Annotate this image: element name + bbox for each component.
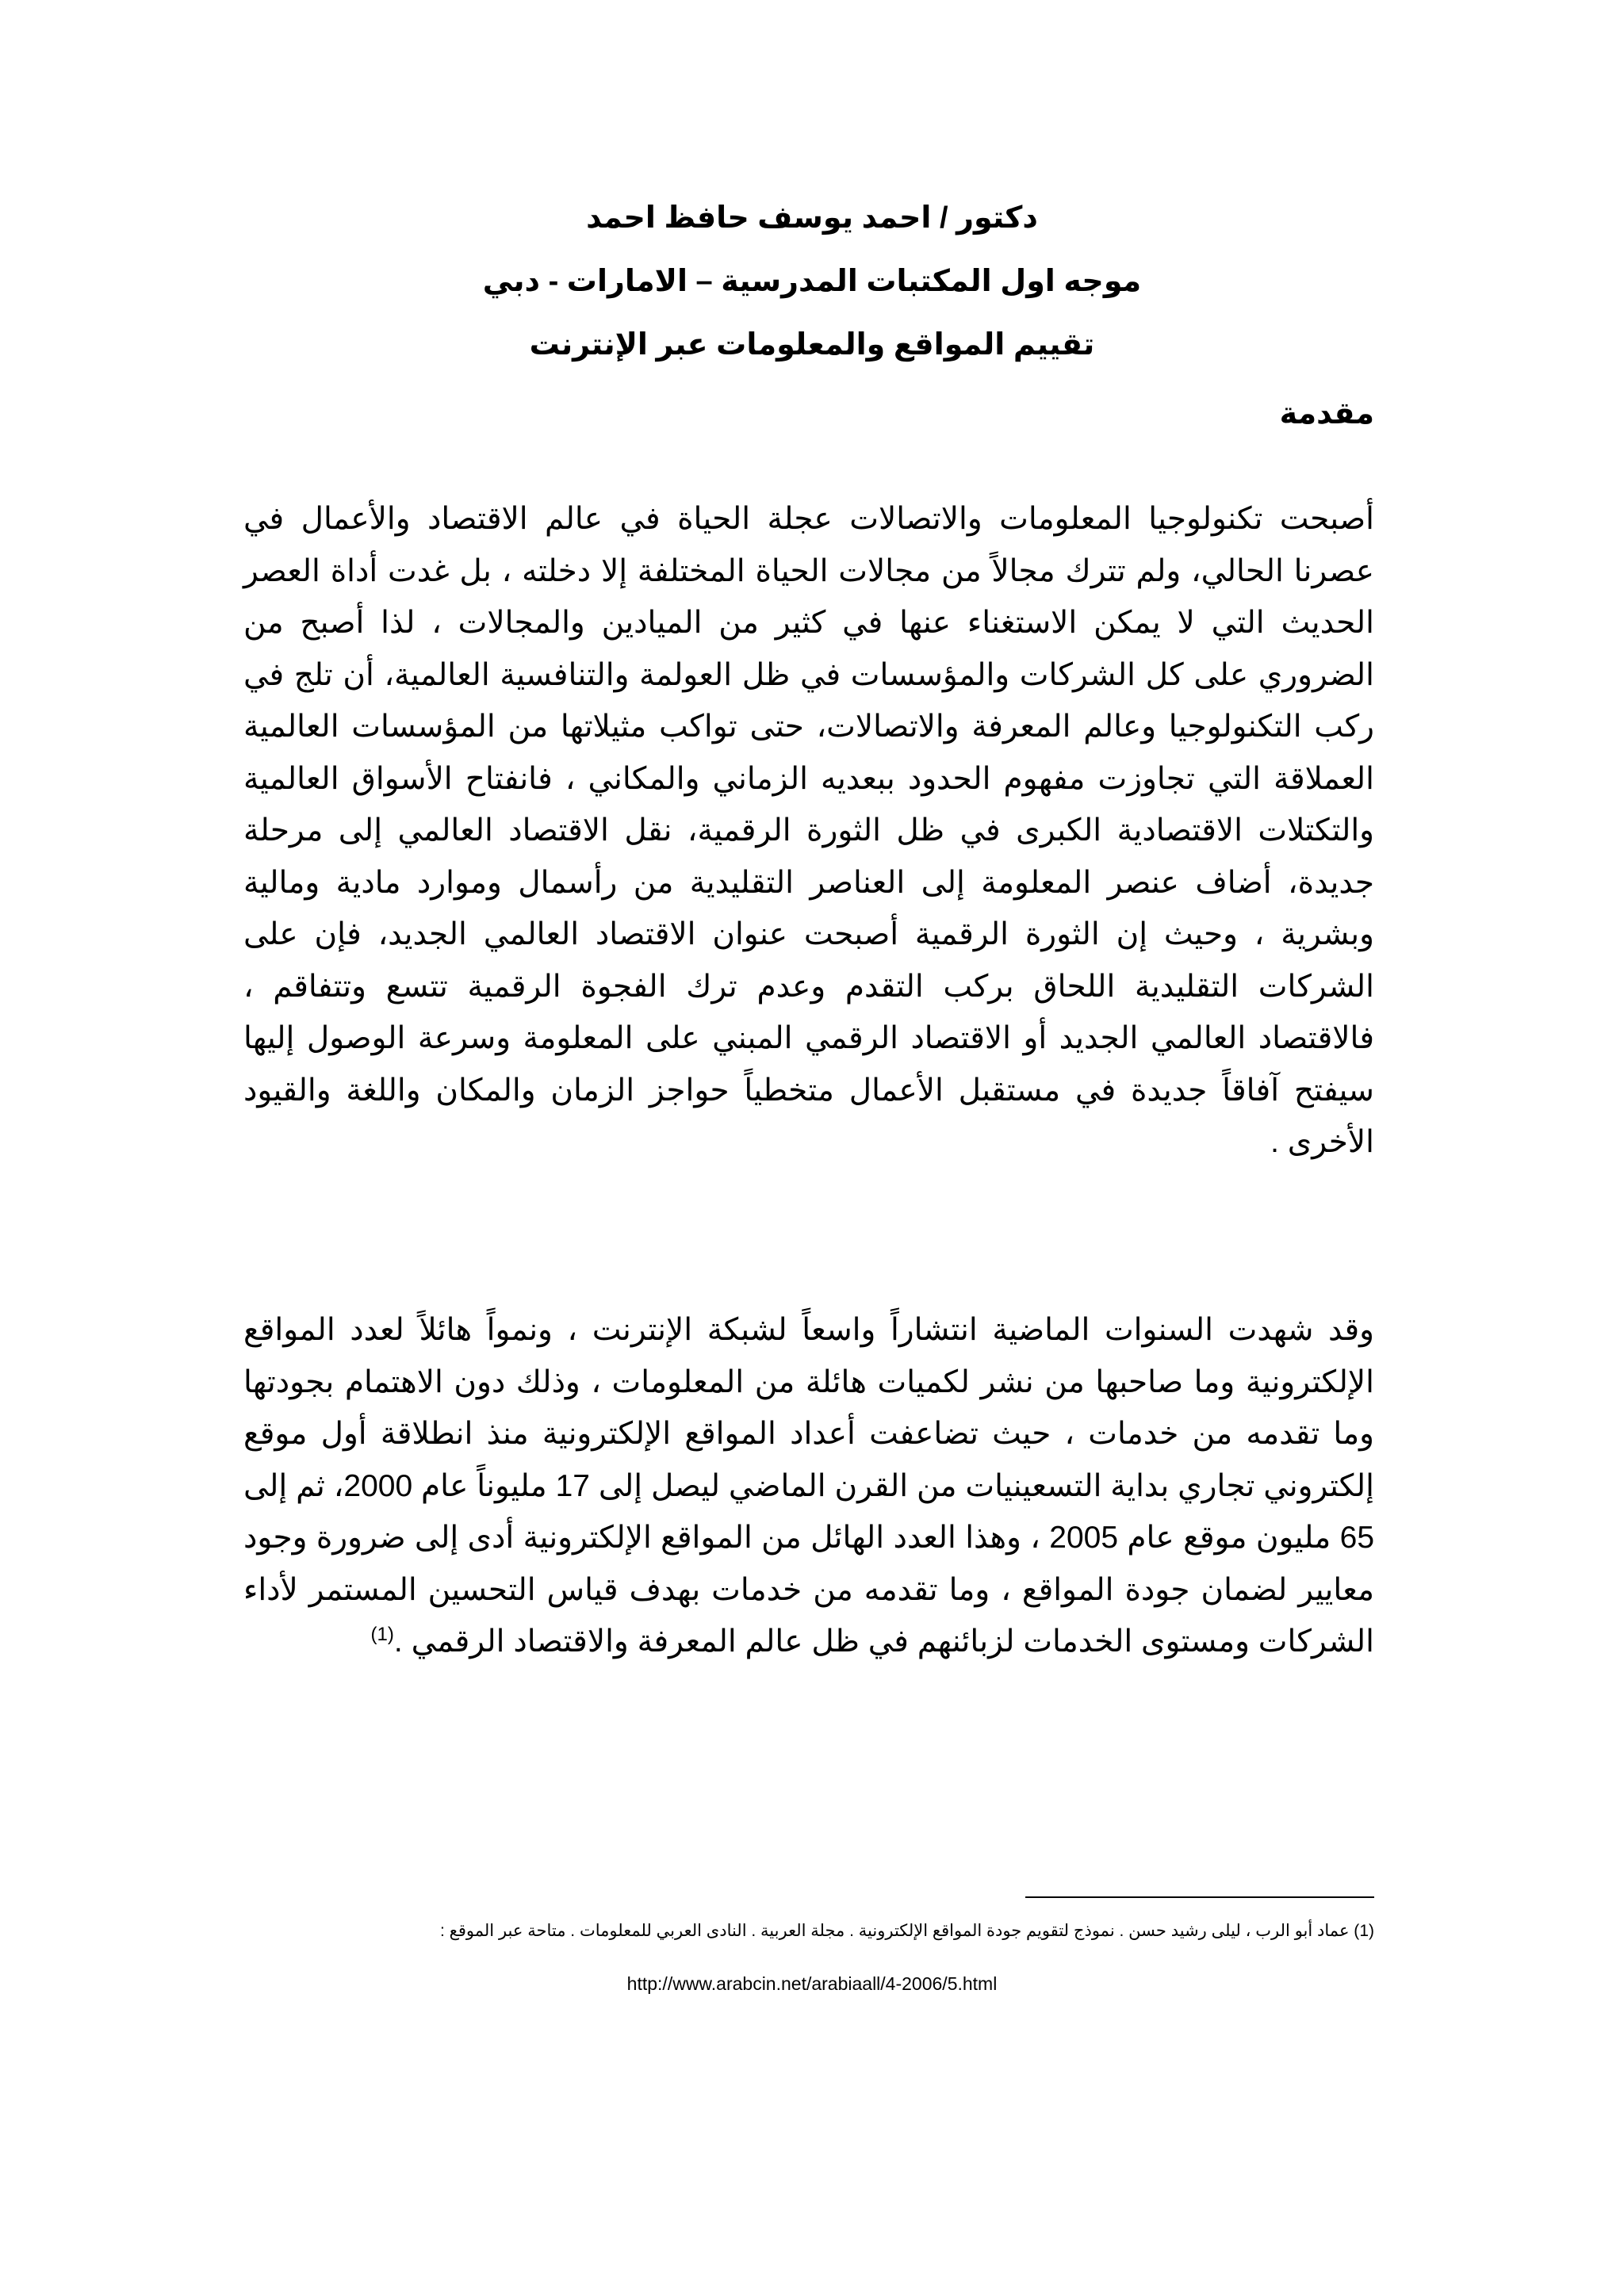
footnote-reference: (1) [370, 1624, 394, 1645]
footnote-divider [1025, 1896, 1374, 1898]
body-paragraph-1: أصبحت تكنولوجيا المعلومات والاتصالات عجلة الحياة في عالم الاقتصاد والأعمال في عصرنا الحالي، ولم تترك مجالاً من مجالات الحياة المختلفة إلا دخلته ، بل غدت أداة العصر الحديث التي لا يمكن الاستغناء عنها في كثير من الميادين والمجالات ، لذا أصبح من الضروري على كل الشركات والمؤسسات في ظل العولمة والتنافسية العالمية، أن تلج في ركب التكنولوجيا وعالم المعرفة والاتصالات، حتى تواكب مثيلاتها من المؤسسات العالمية العملاقة التي تجاوزت مفهوم الحدود ببعديه الزماني والمكاني ، فانفتاح الأسواق العالمية والتكتلات الاقتصادية الكبرى في ظل الثورة الرقمية، نقل الاقتصاد العالمي إلى مرحلة جديدة، أضاف عنصر المعلومة إلى العناصر التقليدية من رأسمال وموارد مادية ومالية وبشرية ، وحيث إن الثورة الرقمية أصبحت عنوان الاقتصاد العالمي الجديد، فإن على الشركات التقليدية اللحاق بركب التقدم وعدم ترك الفجوة الرقمية تتسع وتتفاقم ، فالاقتصاد العالمي الجديد أو الاقتصاد الرقمي المبني على المعلومة وسرعة الوصول إليها سيفتح آفاقاً جديدة في مستقبل الأعمال متخطياً حواجز الزمان والمكان واللغة والقيود الأخرى . [243, 502, 1374, 1159]
footnote-url: http://www.arabcin.net/arabiaall/4-2006/5.html [626, 1973, 998, 1994]
author-position: موجه اول المكتبات المدرسية – الامارات - دبي [482, 265, 1142, 298]
document-header [0, 186, 1624, 377]
section-title: مقدمة [1279, 397, 1374, 430]
body-paragraph-2 [243, 1304, 1374, 1668]
document-title: تقييم المواقع والمعلومات عبر الإنترنت [529, 328, 1095, 362]
author-name: دكتور / احمد يوسف حافظ احمد [586, 201, 1038, 235]
body-paragraph-2-text: وقد شهدت السنوات الماضية انتشاراً واسعاً لشبكة الإنترنت ، ونمواً هائلاً لعدد المواقع الإلكترونية وما صاحبها من نشر لكميات هائلة من المعلومات ، وذلك دون الاهتمام بجودتها وما تقدمه من خدمات ، حيث تضاعفت أعداد المواقع الإلكترونية منذ انطلاقة أول موقع إلكتروني تجاري بداية التسعينيات من القرن الماضي ليصل إلى 17 مليوناً عام 2000، ثم إلى 65 مليون موقع عام 2005 ، وهذا العدد الهائل من المواقع الإلكترونية أدى إلى ضرورة وجود معايير لضمان جودة المواقع ، وما تقدمه من خدمات بهدف قياس التحسين المستمر لأداء الشركات ومستوى الخدمات لزبائنهم في ظل عالم المعرفة والاقتصاد الرقمي . [243, 1313, 1375, 1659]
footnote-text: (1) عماد أبو الرب ، ليلى رشيد حسن . نموذج لتقويم جودة المواقع الإلكترونية . مجلة العربية . النادى العربي للمعلومات . متاحة عبر الموقع : [440, 1922, 1374, 1940]
